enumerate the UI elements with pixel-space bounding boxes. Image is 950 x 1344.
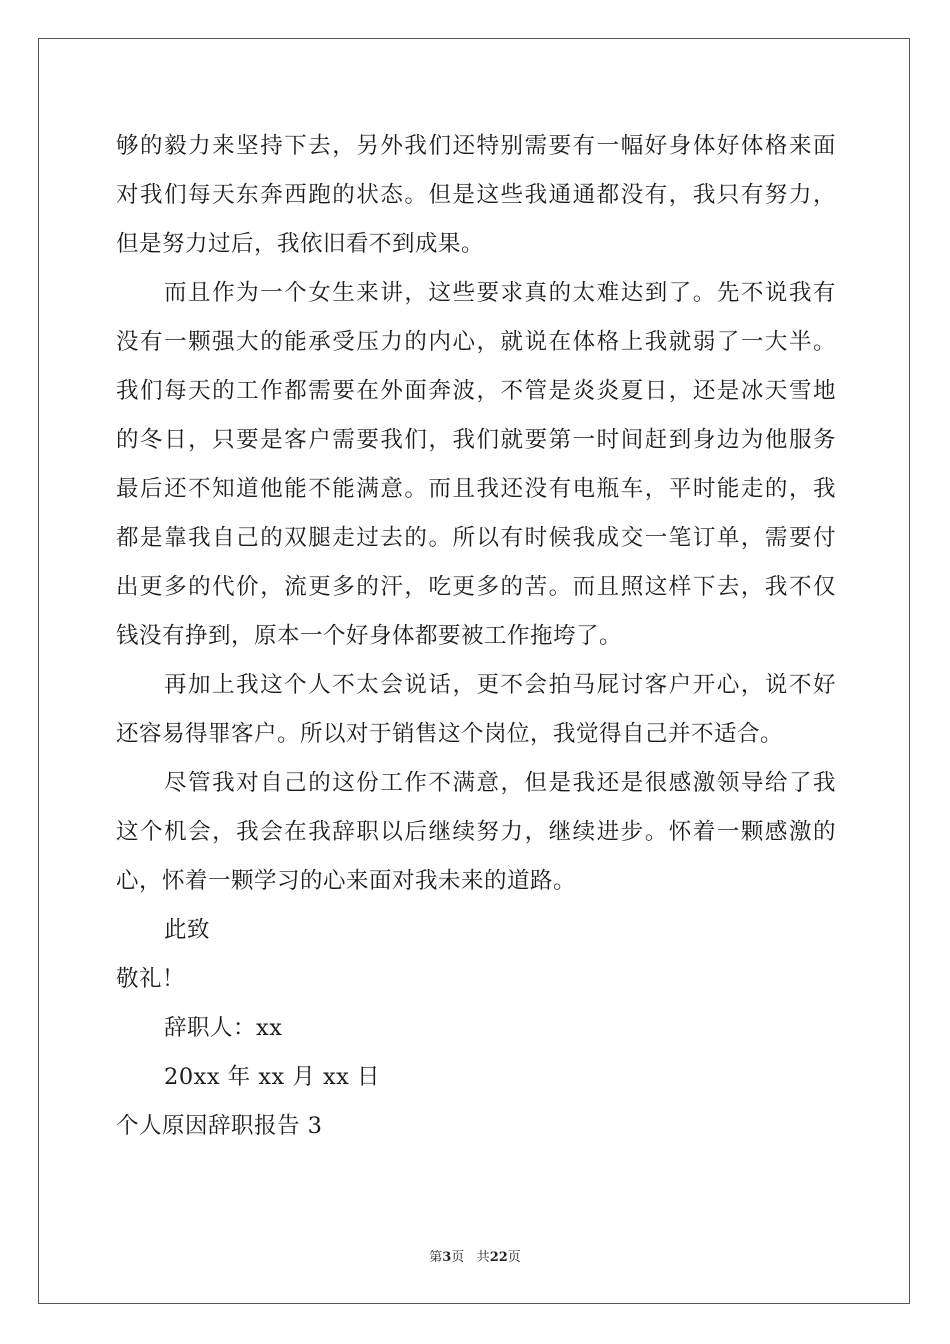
body-line-13: 还容易得罪客户。所以对于销售这个岗位，我觉得自己并不适合。 xyxy=(116,721,784,747)
signature-name: 辞职人：xx xyxy=(164,1015,283,1041)
body-line-4: 而且作为一个女生来讲，这些要求真的太难达到了。先不说我有 xyxy=(164,280,836,306)
body-line-15: 这个机会，我会在我辞职以后继续努力，继续进步。怀着一颗感激的 xyxy=(116,819,836,845)
body-line-3: 但是努力过后，我依旧看不到成果。 xyxy=(116,231,485,257)
body-line-7: 的冬日，只要是客户需要我们，我们就要第一时间赶到身边为他服务 xyxy=(116,427,836,453)
total-page-count: 22 xyxy=(489,1250,508,1265)
body-line-5: 没有一颗强大的能承受压力的内心，就说在体格上我就弱了一大半。 xyxy=(116,329,836,355)
closing-regards: 敬礼！ xyxy=(116,966,186,992)
total-suffix: 页 xyxy=(507,1250,521,1265)
total-prefix: 共 xyxy=(476,1250,490,1265)
page-prefix: 第 xyxy=(429,1250,443,1265)
body-line-14: 尽管我对自己的这份工作不满意，但是我还是很感激领导给了我 xyxy=(164,770,836,796)
closing-salutation: 此致 xyxy=(164,917,211,943)
body-line-1: 够的毅力来坚持下去，另外我们还特别需要有一幅好身体好体格来面 xyxy=(116,133,836,159)
body-line-10: 出更多的代价，流更多的汗，吃更多的苦。而且照这样下去，我不仅 xyxy=(116,574,836,600)
page-footer xyxy=(0,1246,950,1265)
page-suffix: 页 xyxy=(451,1250,465,1265)
body-line-16: 心，怀着一颗学习的心来面对我未来的道路。 xyxy=(116,868,577,894)
body-line-8: 最后还不知道他能不能满意。而且我还没有电瓶车，平时能走的，我 xyxy=(116,476,836,502)
body-line-12: 再加上我这个人不太会说话，更不会拍马屁讨客户开心，说不好 xyxy=(164,672,836,698)
next-section-title: 个人原因辞职报告 3 xyxy=(116,1113,323,1139)
current-page-number: 3 xyxy=(442,1250,452,1265)
body-line-6: 我们每天的工作都需要在外面奔波，不管是炎炎夏日，还是冰天雪地 xyxy=(116,378,836,404)
body-line-9: 都是靠我自己的双腿走过去的。所以有时候我成交一笔订单，需要付 xyxy=(116,525,836,551)
body-line-11: 钱没有挣到，原本一个好身体都要被工作拖垮了。 xyxy=(116,623,623,649)
letter-body xyxy=(116,122,836,1151)
signature-date: 20xx 年 xx 月 xx 日 xyxy=(164,1064,381,1090)
body-line-2: 对我们每天东奔西跑的状态。但是这些我通通都没有，我只有努力， xyxy=(116,182,836,208)
